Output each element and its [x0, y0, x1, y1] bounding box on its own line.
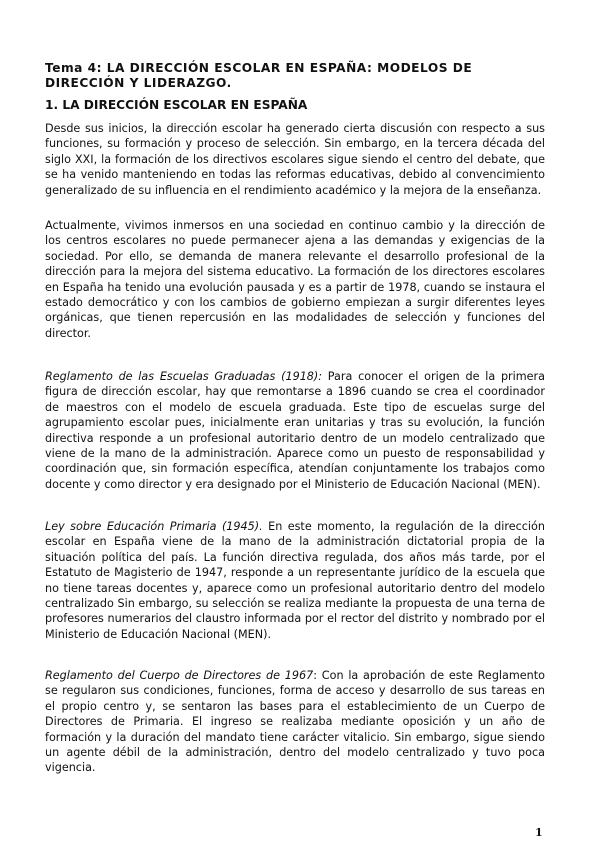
paragraph-reglamento-1967 [45, 668, 545, 776]
paragraph-intro [45, 121, 545, 198]
paragraph-actualmente [45, 218, 545, 341]
paragraph-lead: Reglamento de las Escuelas Graduadas (1918): [45, 370, 323, 383]
paragraph-lead: Reglamento del Cuerpo de Directores de 1967 [45, 669, 314, 682]
paragraph-text: Para conocer el origen de la primera figura de dirección escolar, hay que remontarse a 1896 cuando se crea el coordinador de maestros con el modelo de escuela graduada. Este tipo de escuelas surge del agrupamiento escolar pues, inicialmente eran unitarias y tras su evolución, la función directiva responde a un profesional autoritario dentro de un modelo centralizado que viene de la mano de la administración. Aparece como un puesto de responsabilidad y coordinación que, sin formación específica, atendían conjuntamente los trabajos como docente y como director y era designado por el Ministerio de Educación Nacional (MEN). [45, 370, 545, 491]
paragraph-lead: Ley sobre Educación Primaria (1945). [45, 520, 263, 533]
paragraph-text: : Con la aprobación de este Reglamento se regularon sus condiciones, funciones, forma de acceso y desarrollo de sus tareas en el propio centro y, se sentaron las bases para el establecimiento de un Cuerpo de Directores de Primaria. El ingreso se realizaba mediante oposición y un año de formación y la duración del mandato tiene carácter vitalicio. Sin embargo, sigue siendo un agente débil de la administración, dentro del modelo centralizado y tuvo poca vigencia. [45, 669, 545, 775]
paragraph-text: Actualmente, vivimos inmersos en una sociedad en continuo cambio y la dirección de los centros escolares no puede permanecer ajena a las demandas y exigencias de la sociedad. Por ello, se demanda de manera relevante el desarrollo profesional de la dirección para la mejora del sistema educativo. La formación de los directores escolares en España ha tenido una evolución pausada y es a partir de 1978, cuando se instaura el estado democrático y con los cambios de gobierno empiezan a surgir diferentes leyes orgánicas, que tienen repercusión en las modalidades de selección y funciones del director. [45, 219, 545, 340]
page-number: 1 [535, 826, 543, 839]
paragraph-reglamento-1918 [45, 369, 545, 492]
paragraph-text: Desde sus inicios, la dirección escolar ha generado cierta discusión con respecto a sus funciones, su formación y proceso de selección. Sin embargo, en la tercera década del siglo XXI, la formación de los directivos escolares sigue siendo el centro del debate, que se ha venido manteniendo en todas las reformas educativas, debido al convencimiento generalizado de su influencia en el rendimiento académico y la mejora de la enseñanza. [45, 122, 545, 197]
paragraph-ley-1945 [45, 519, 545, 642]
paragraph-text: En este momento, la regulación de la dirección escolar en España viene de la mano de la administración dictatorial propia de la situación política del país. La función directiva regulada, dos años más tarde, por el Estatuto de Magisterio de 1947, responde a un representante jurídico de la escuela que no tiene tareas docentes y, aparece como un profesional autoritario dentro del modelo centralizado Sin embargo, su selección se realiza mediante la propuesta de una terna de profesores numerarios del claustro informada por el rector del distrito y nombrado por el Ministerio de Educación Nacional (MEN). [45, 520, 545, 641]
section-heading: 1. LA DIRECCIÓN ESCOLAR EN ESPAÑA [45, 98, 308, 112]
document-title: Tema 4: LA DIRECCIÓN ESCOLAR EN ESPAÑA: MODELOS DE DIRECCIÓN Y LIDERAZGO. [45, 61, 473, 90]
